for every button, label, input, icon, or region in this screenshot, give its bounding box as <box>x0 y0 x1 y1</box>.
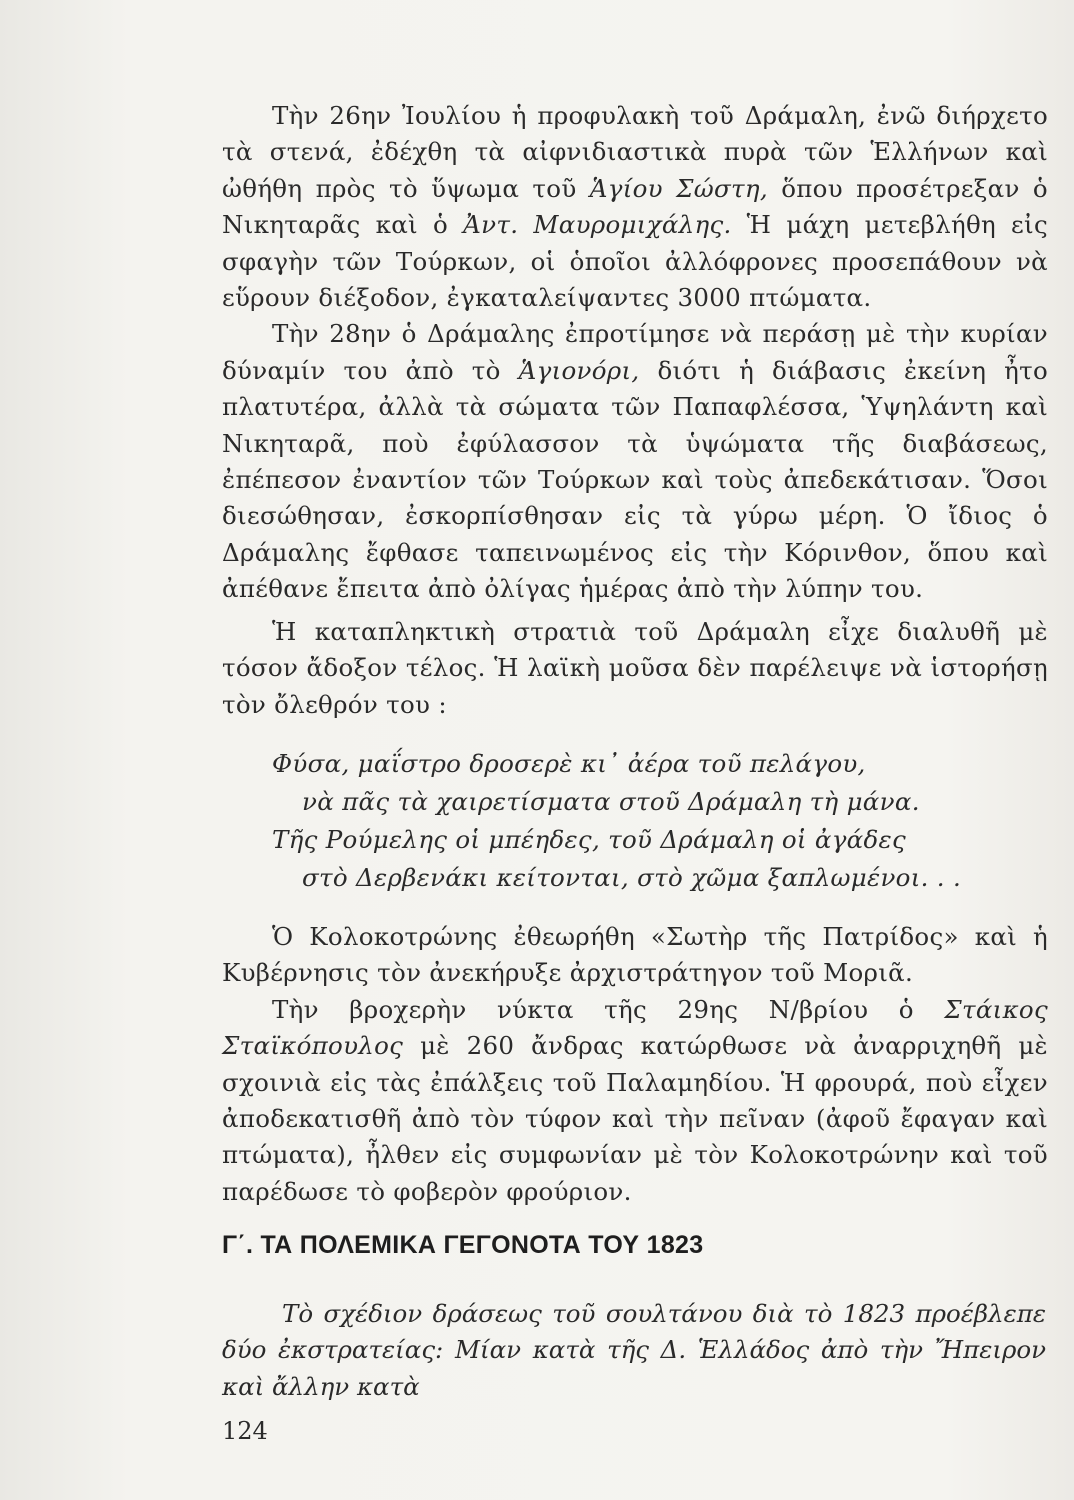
paragraph-1 <box>222 98 1048 316</box>
poem-line-4: στὸ Δερβενάκι κείτονται, στὸ χῶμα ξαπλωμένοι. . . <box>302 862 962 892</box>
place-name-agios-sostis: Ἁγίου Σώστη, <box>589 173 768 203</box>
poem-line-2: νὰ πᾶς τὰ χαιρετίσματα στοῦ Δράμαλη τὴ μάνα. <box>302 786 920 816</box>
section-heading: Γ΄. ΤΑ ΠΟΛΕΜΙΚΑ ΓΕΓΟΝΟΤΑ ΤΟΥ 1823 <box>222 1231 704 1259</box>
paragraph-1-part-a: Τὴν 26ην Ἰουλίου ἡ προφυλακὴ τοῦ Δράμαλη, ἐνῶ διήρχετο τὰ στενά, ἐδέχθη τὰ αἰφνιδιαστικὰ πυρὰ τῶν Ἑλλήνων καὶ ὠθήθη πρὸς τὸ ὕψωμα τοῦ <box>222 101 1048 203</box>
paragraph-4: Ὁ Κολοκοτρώνης ἐθεωρήθη «Σωτὴρ τῆς Πατρίδος» καὶ ἡ Κυβέρνησις τὸν ἀνεκήρυξε ἀρχιστράτηγον τοῦ Μοριᾶ. <box>222 921 1048 988</box>
section-intro-text: Τὸ σχέδιον δράσεως τοῦ σουλτάνου διὰ τὸ 1823 προέβλεπε δύο ἐκστρατείας: Μίαν κατὰ τῆς Δ. Ἑλλάδος ἀπὸ τὴν Ἤπειρον καὶ ἄλλην κατὰ <box>222 1299 1046 1401</box>
person-name-staikopoulos: Στάικος Σταϊκόπουλος <box>222 994 1049 1061</box>
place-name-agionori: Ἁγιονόρι, <box>518 355 640 385</box>
paragraph-2-part-b: διότι ἡ διάβασις ἐκείνη ἦτο πλατυτέρα, ἀλλὰ τὰ σώματα τῶν Παπαφλέσσα, Ὑψηλάντη καὶ Νικηταρᾶ, ποὺ ἐφύλασσον τὰ ὑψώματα τῆς διαβάσεως, ἐπέπεσον ἐναντίον τῶν Τούρκων καὶ τοὺς ἀπεδεκάτισαν. Ὅσοι διεσώθησαν, ἐσκορπίσθησαν εἰς τὰ γύρω μέρη. Ὁ ἴδιος ὁ Δράμαλης ἔφθασε ταπεινωμένος εἰς τὴν Κόρινθον, ὅπου καὶ ἀπέθανε ἔπειτα ἀπὸ ὀλίγας ἡμέρας ἀπὸ τὴν λύπην του. <box>222 355 1048 604</box>
paragraph-2-part-a: Τὴν 28ην ὁ Δράμαλης ἐπροτίμησε νὰ περάσῃ μὲ τὴν κυρίαν δύναμίν του ἀπὸ τὸ <box>222 319 1048 385</box>
folk-poem <box>222 745 1048 897</box>
paragraph-5-part-b: μὲ 260 ἄνδρας κατώρθωσε νὰ ἀναρριχηθῆ μὲ σχοινιὰ εἰς τὰς ἐπάλξεις τοῦ Παλαμηδίου. Ἡ φρουρά, ποὺ εἶχεν ἀποδεκατισθῆ ἀπὸ τὸν τύφον καὶ τὴν πεῖναν (ἀφοῦ ἔφαγαν καὶ πτώματα), ἦλθεν εἰς συμφωνίαν μὲ τὸν Κολοκοτρώνην καὶ τοῦ παρέδωσε τὸ φοβερὸν φρούριον. <box>222 1031 1048 1206</box>
poem-line-1: Φύσα, μαΐστρο δροσερὲ κι᾽ ἀέρα τοῦ πελάγου, <box>272 748 866 778</box>
body-text <box>222 98 1048 1210</box>
paragraph-5-part-a: Τὴν βροχερὴν νύκτα τῆς 29ης Ν/βρίου ὁ <box>272 994 914 1024</box>
section-intro <box>222 1296 1046 1405</box>
paragraph-1-part-b: ὅπου προσέτρεξαν ὁ Νικηταρᾶς καὶ ὁ <box>222 173 1048 240</box>
paragraph-1-part-c: Ἡ μάχη μετεβλήθη εἰς σφαγὴν τῶν Τούρκων, οἱ ὁποῖοι ἀλλόφρονες προσεπάθουν νὰ εὕρουν διέξοδον, ἐγκαταλείψαντες 3000 πτώματα. <box>222 210 1048 313</box>
paragraph-2 <box>222 316 1048 607</box>
person-name-mavromichalis: Ἀντ. Μαυρομιχάλης. <box>463 210 732 240</box>
paragraph-3: Ἡ καταπληκτικὴ στρατιὰ τοῦ Δράμαλη εἶχε διαλυθῆ μὲ τόσον ἄδοξον τέλος. Ἡ λαϊκὴ μοῦσα δὲν παρέλειψε νὰ ἱστορήσῃ τὸν ὄλεθρόν του : <box>222 616 1048 719</box>
page-number: 124 <box>222 1417 268 1445</box>
poem-line-3: Τῆς Ρούμελης οἱ μπέηδες, τοῦ Δράμαλη οἱ ἀγάδες <box>272 824 907 854</box>
paragraph-5 <box>222 992 1048 1210</box>
